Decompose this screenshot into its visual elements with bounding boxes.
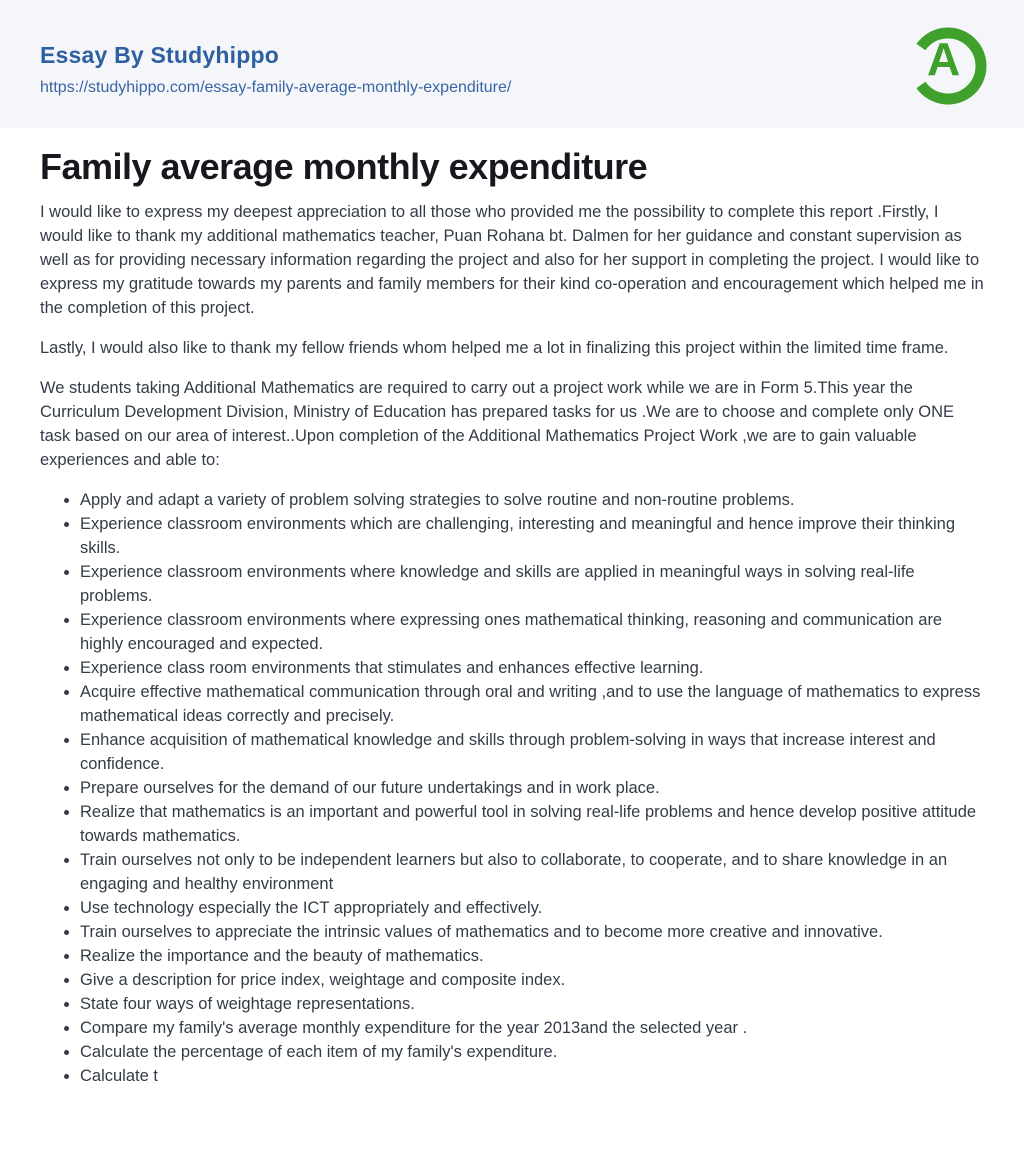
objective-item: • Calculate t xyxy=(80,1064,984,1088)
objective-item: • Give a description for price index, weightage and composite index. xyxy=(80,968,984,992)
paragraph: We students taking Additional Mathematics are required to carry out a project work while we are in Form 5.This year the Curriculum Development Division, Ministry of Education has prepared tasks for us .We are to choose and complete only ONE task based on our area of interest..Upon completion of the Additional Mathematics Project Work ,we are to gain valuable experiences and able to: xyxy=(40,379,955,469)
paragraph: I would like to express my deepest appreciation to all those who provided me the possibility to complete this report .Firstly, I would like to thank my additional mathematics teacher, Puan Rohana bt. Dalmen for her guidance and constant supervision as well as for providing necessary information regarding the project and also for her support in completing the project. I would like to express my gratitude towards my parents and family members for their kind co-operation and encouragement which helped me in the completion of this project. xyxy=(40,203,984,317)
objective-item: • Prepare ourselves for the demand of our future undertakings and in work place. xyxy=(80,776,984,800)
objectives-list xyxy=(40,488,984,1088)
article xyxy=(0,148,1024,1088)
page-url-link[interactable]: https://studyhippo.com/essay-family-average-monthly-expenditure/ xyxy=(40,79,512,96)
objective-item: • Experience classroom environments where expressing ones mathematical thinking, reasoning and communication are highly encouraged and expected. xyxy=(80,608,984,656)
objective-item: • Enhance acquisition of mathematical knowledge and skills through problem-solving in ways that increase interest and confidence. xyxy=(80,728,984,776)
article-body xyxy=(40,200,984,472)
paragraph: Lastly, I would also like to thank my fellow friends whom helped me a lot in finalizing this project within the limited time frame. xyxy=(40,339,949,357)
objective-item: • Experience classroom environments which are challenging, interesting and meaningful and hence improve their thinking skills. xyxy=(80,512,984,560)
objective-item: • Calculate the percentage of each item of my family's expenditure. xyxy=(80,1040,984,1064)
site-header xyxy=(0,0,1024,128)
studyhippo-logo xyxy=(904,22,992,110)
objective-item: • Apply and adapt a variety of problem solving strategies to solve routine and non-routine problems. xyxy=(80,488,984,512)
objective-item: • Train ourselves not only to be independent learners but also to collaborate, to cooperate, and to share knowledge in an engaging and healthy environment xyxy=(80,848,984,896)
objective-item: • Train ourselves to appreciate the intrinsic values of mathematics and to become more creative and innovative. xyxy=(80,920,984,944)
page-title: Family average monthly expenditure xyxy=(40,146,648,187)
logo-letter: A xyxy=(927,33,961,85)
site-title: Essay By Studyhippo xyxy=(40,42,279,68)
objective-item: • Realize the importance and the beauty of mathematics. xyxy=(80,944,984,968)
objective-item: • Experience class room environments that stimulates and enhances effective learning. xyxy=(80,656,984,680)
objective-item: • Experience classroom environments where knowledge and skills are applied in meaningful ways in solving real-life problems. xyxy=(80,560,984,608)
objective-item: • Use technology especially the ICT appropriately and effectively. xyxy=(80,896,984,920)
objective-item: • State four ways of weightage representations. xyxy=(80,992,984,1016)
objective-item: • Compare my family's average monthly expenditure for the year 2013and the selected year . xyxy=(80,1016,984,1040)
objective-item: • Realize that mathematics is an important and powerful tool in solving real-life problems and hence develop positive attitude towards mathematics. xyxy=(80,800,984,848)
objective-item: • Acquire effective mathematical communication through oral and writing ,and to use the language of mathematics to express mathematical ideas correctly and precisely. xyxy=(80,680,984,728)
